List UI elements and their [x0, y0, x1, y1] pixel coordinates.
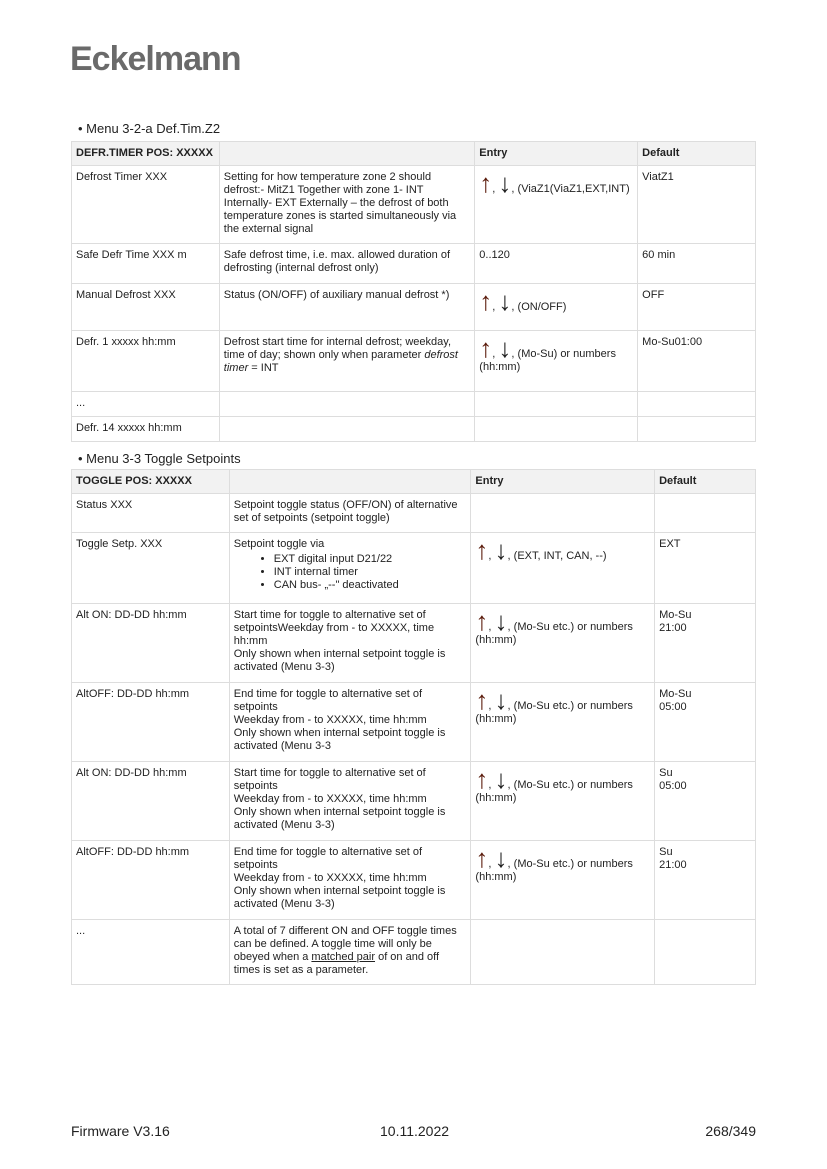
default-text: OFF — [642, 289, 665, 301]
description: of on and off times is set as a parameter. — [233, 951, 440, 976]
underlined-text: matched pair — [311, 951, 376, 963]
entry-cell — [471, 920, 655, 985]
description-cell — [229, 762, 471, 841]
parameter-name: Manual Defrost XXX — [72, 284, 220, 331]
arrow-down-icon: ↓ — [494, 606, 508, 636]
table-row — [72, 392, 756, 417]
description-cell — [219, 331, 475, 392]
table-row — [72, 494, 756, 533]
default-value — [638, 417, 756, 442]
description-cell — [219, 166, 475, 244]
table-row — [72, 533, 756, 604]
table-row — [72, 417, 756, 442]
entry-value: 0..120 — [479, 249, 510, 261]
toggle-setpoints-table — [71, 469, 756, 985]
description: End time for toggle to alternative set of setpoints Weekday from - to XXXXX, time hh:mm Only shown when internal setpoint toggle is activated (Menu 3-3) — [233, 846, 446, 910]
param-name: defrost timer — [223, 349, 458, 374]
parameter-name: Toggle Setp. XXX — [72, 533, 230, 604]
parameter-name: Safe Defr Time XXX m — [72, 244, 220, 284]
description-cell — [219, 417, 475, 442]
description-cell — [229, 604, 471, 683]
default-text: Mo-Su 05:00 — [659, 688, 692, 713]
parameter-name: Defrost Timer XXX — [72, 166, 220, 244]
parameter-name: Defr. 14 xxxxx hh:mm — [72, 417, 220, 442]
table-header — [229, 470, 471, 494]
description: Start time for toggle to alternative set of setpointsWeekday from - to XXXXX, time hh:mm Only shown when internal setpoint toggle is activated (Menu 3-3) — [233, 609, 446, 673]
eckelmann-logo: Eckelmann — [70, 40, 241, 78]
arrow-up-icon: ↑ — [475, 843, 489, 873]
section-heading: • Menu 3-3 Toggle Setpoints — [78, 451, 241, 466]
table-row — [72, 841, 756, 920]
description: Setpoint toggle via — [233, 538, 325, 550]
entry-cell: ↑, ↓, (Mo-Su etc.) or numbers (hh:mm) — [471, 604, 655, 683]
arrow-up-icon: ↑ — [475, 685, 489, 715]
description-cell — [219, 392, 475, 417]
table-row — [72, 683, 756, 762]
default-text: Mo-Su 21:00 — [659, 609, 692, 634]
bullet-item: • EXT digital input D21/22 — [274, 553, 467, 566]
arrow-down-icon: ↓ — [498, 168, 512, 198]
arrow-up-icon: ↑ — [479, 333, 493, 363]
arrow-up-icon: ↑ — [475, 606, 489, 636]
default-value — [655, 533, 756, 604]
section-heading: • Menu 3-2-a Def.Tim.Z2 — [78, 121, 221, 136]
description: Start time for toggle to alternative set of setpoints Weekday from - to XXXXX, time hh:mm Only shown when internal setpoint toggle is activated (Menu 3-3) — [233, 767, 446, 831]
default-value — [638, 331, 756, 392]
entry-cell: ↑, ↓, (Mo-Su etc.) or numbers (hh:mm) — [471, 683, 655, 762]
parameter-name: AltOFF: DD-DD hh:mm — [72, 841, 230, 920]
description-cell — [219, 244, 475, 284]
description-cell — [219, 284, 475, 331]
default-value — [638, 392, 756, 417]
arrow-down-icon: ↓ — [494, 764, 508, 794]
description: Defrost start time for internal defrost; weekday, time of day; shown only when parameter — [223, 336, 452, 361]
entry-cell — [471, 494, 655, 533]
default-value — [655, 841, 756, 920]
table-header — [219, 142, 475, 166]
parameter-name: ... — [72, 392, 220, 417]
entry-cell — [475, 417, 638, 442]
description: Safe defrost time, i.e. max. allowed duration of defrosting (internal defrost only) — [223, 249, 451, 274]
arrow-up-icon: ↑ — [475, 764, 489, 794]
entry-value: , (Mo-Su) or numbers (hh:mm) — [479, 348, 616, 373]
entry-cell: ↑, ↓, (EXT, INT, CAN, --) — [471, 533, 655, 604]
description: Status (ON/OFF) of auxiliary manual defrost *) — [223, 289, 450, 301]
parameter-name: ... — [72, 920, 230, 985]
parameter-name: Defr. 1 xxxxx hh:mm — [72, 331, 220, 392]
table-row — [72, 762, 756, 841]
entry-value: , (ViaZ1(ViaZ1,EXT,INT) — [511, 183, 630, 195]
default-value — [638, 244, 756, 284]
table-header: DEFR.TIMER POS: XXXXX — [72, 142, 220, 166]
default-text: EXT — [659, 538, 681, 550]
description: A total of 7 different ON and OFF toggle times can be defined. A toggle time will only be obeyed when a — [233, 925, 457, 963]
default-text: ViatZ1 — [642, 171, 674, 183]
table-header: Entry — [471, 470, 655, 494]
table-row — [72, 331, 756, 392]
description: Setting for how temperature zone 2 should defrost:- MitZ1 Together with zone 1- INT Internally- EXT Externally – the defrost of both temperature zones is started simultaneously via the external signal — [223, 171, 457, 235]
parameter-name: Alt ON: DD-DD hh:mm — [72, 604, 230, 683]
arrow-up-icon: ↑ — [479, 168, 493, 198]
default-text: Su 21:00 — [659, 846, 687, 871]
table-row — [72, 244, 756, 284]
default-text: 60 min — [642, 249, 676, 261]
bullet-item: • CAN bus- „--" deactivated — [274, 579, 467, 592]
entry-cell: ↑, ↓, (ON/OFF) — [475, 284, 638, 331]
entry-value: , (Mo-Su etc.) or numbers (hh:mm) — [475, 858, 633, 883]
description: Setpoint toggle status (OFF/ON) of alternative set of setpoints (setpoint toggle) — [233, 499, 458, 524]
entry-cell: ↑, ↓, (Mo-Su etc.) or numbers (hh:mm) — [471, 841, 655, 920]
entry-value: , (Mo-Su etc.) or numbers (hh:mm) — [475, 700, 633, 725]
entry-value: , (Mo-Su etc.) or numbers (hh:mm) — [475, 621, 633, 646]
entry-value: , (EXT, INT, CAN, --) — [507, 550, 607, 562]
entry-cell: ↑, ↓, (Mo-Su) or numbers (hh:mm) — [475, 331, 638, 392]
entry-value: , (Mo-Su etc.) or numbers (hh:mm) — [475, 779, 633, 804]
default-value — [655, 762, 756, 841]
table-row — [72, 166, 756, 244]
default-text: Mo-Su01:00 — [642, 336, 703, 348]
entry-cell — [475, 244, 638, 284]
description-cell — [229, 494, 471, 533]
entry-cell: ↑, ↓, (Mo-Su etc.) or numbers (hh:mm) — [471, 762, 655, 841]
description-cell — [229, 533, 471, 604]
default-text: Su 05:00 — [659, 767, 687, 792]
arrow-down-icon: ↓ — [494, 685, 508, 715]
parameter-name: Alt ON: DD-DD hh:mm — [72, 762, 230, 841]
footer-date: 10.11.2022 — [380, 1123, 450, 1139]
arrow-down-icon: ↓ — [494, 535, 508, 565]
default-value — [655, 494, 756, 533]
table-header: Default — [655, 470, 756, 494]
default-value — [638, 284, 756, 331]
arrow-down-icon: ↓ — [498, 333, 512, 363]
description-cell — [229, 683, 471, 762]
entry-cell: ↑, ↓, (ViaZ1(ViaZ1,EXT,INT) — [475, 166, 638, 244]
default-value — [655, 604, 756, 683]
default-value — [655, 920, 756, 985]
table-header: Default — [638, 142, 756, 166]
bullet-item: • INT internal timer — [274, 566, 467, 579]
table-row — [72, 920, 756, 985]
description: End time for toggle to alternative set of setpoints Weekday from - to XXXXX, time hh:mm Only shown when internal setpoint toggle is activated (Menu 3-3 — [233, 688, 446, 752]
footer-firmware: Firmware V3.16 — [71, 1123, 170, 1139]
description: = INT — [248, 362, 279, 374]
description-cell — [229, 920, 471, 985]
footer-page: 268/349 — [705, 1123, 756, 1139]
table-row — [72, 284, 756, 331]
default-value — [655, 683, 756, 762]
arrow-down-icon: ↓ — [494, 843, 508, 873]
description-cell — [229, 841, 471, 920]
parameter-name: AltOFF: DD-DD hh:mm — [72, 683, 230, 762]
table-header: TOGGLE POS: XXXXX — [72, 470, 230, 494]
entry-value: , (ON/OFF) — [511, 301, 567, 313]
default-value — [638, 166, 756, 244]
arrow-up-icon: ↑ — [479, 286, 493, 316]
table-header: Entry — [475, 142, 638, 166]
table-row — [72, 604, 756, 683]
defrost-timer-table — [71, 141, 756, 442]
entry-cell — [475, 392, 638, 417]
arrow-down-icon: ↓ — [498, 286, 512, 316]
arrow-up-icon: ↑ — [475, 535, 489, 565]
parameter-name: Status XXX — [72, 494, 230, 533]
